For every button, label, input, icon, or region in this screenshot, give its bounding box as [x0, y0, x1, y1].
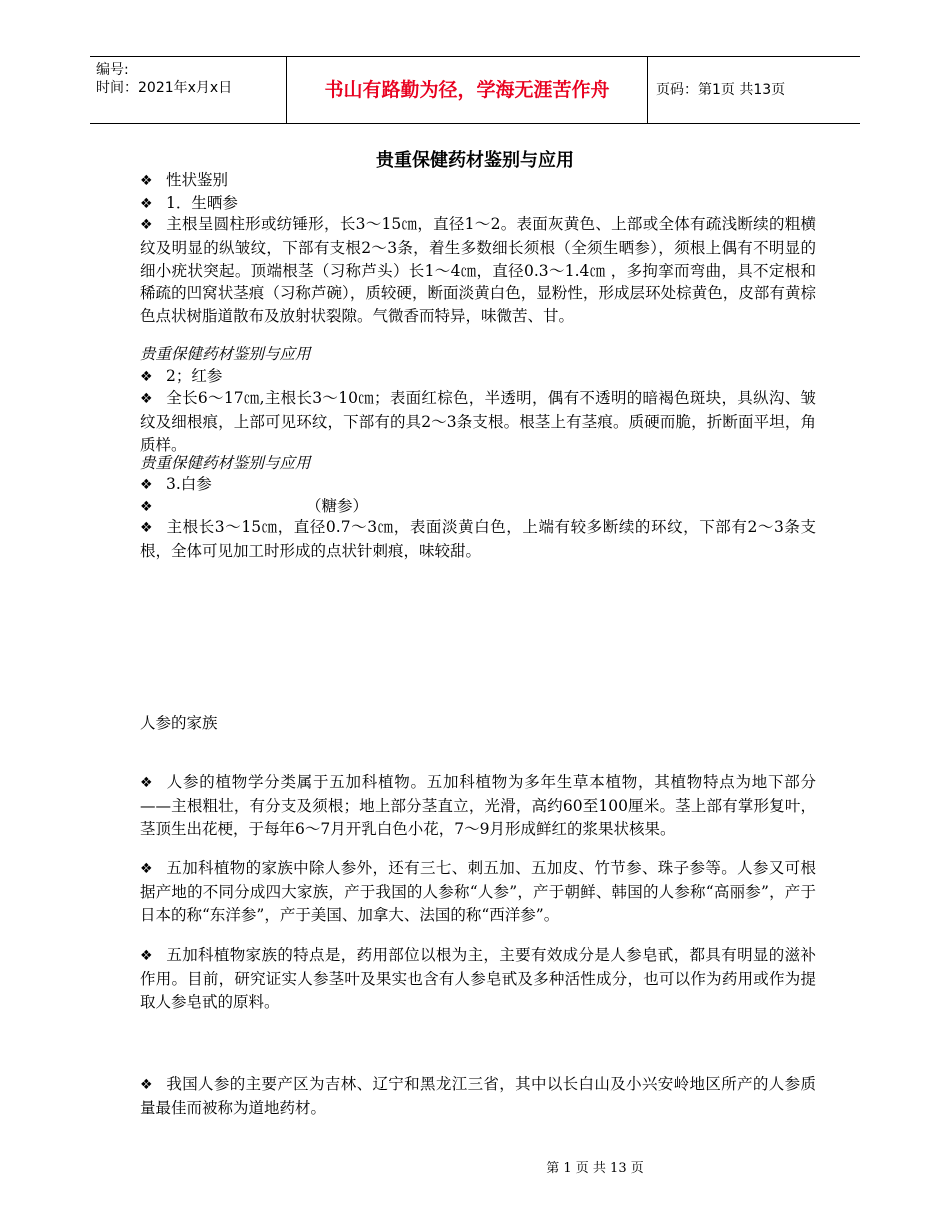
bullet-icon: ❖: [140, 775, 153, 791]
paragraph: ❖ 3.白参: [140, 473, 816, 497]
paragraph: ❖ 性状鉴别: [140, 169, 816, 193]
bullet-icon: ❖: [140, 499, 153, 515]
paragraph: ❖ 人参的植物学分类属于五加科植物。五加科植物为多年生草本植物，其植物特点为地下部分——主根粗壮，有分支及须根；地上部分茎直立，光滑，高约60至100厘米。茎上部有掌形复叶，茎顶生出花梗，于每年6～7月开乳白色小花，7～9月形成鲜红的浆果状核果。: [140, 773, 816, 838]
section-heading: 人参的家族: [140, 714, 218, 732]
bullet-icon: ❖: [140, 196, 153, 212]
bullet-icon: ❖: [140, 861, 153, 877]
page-footer: 第 1 页 共 13 页: [546, 1161, 644, 1176]
document-title: 贵重保健药材鉴别与应用: [376, 150, 574, 171]
paragraph: ❖ 五加科植物的家族中除人参外，还有三七、刺五加、五加皮、竹节参、珠子参等。人参又可根据产地的不同分成四大家族，产于我国的人参称“人参”，产于朝鲜、韩国的人参称“高丽参”，产于日本的称“东洋参”，产于美国、加拿大、法国的称“西洋参”。: [140, 859, 816, 924]
header-motto: 书山有路勤为径，学海无涯苦作舟: [286, 57, 648, 123]
paragraph: ❖ 1．生晒参: [140, 192, 816, 216]
paragraph: ❖ 主根长3～15㎝，直径0.7～3㎝，表面淡黄白色，上端有较多断续的环纹，下部有2～3条支根，全体可见加工时形成的点状针刺痕，味较甜。: [140, 518, 816, 560]
paragraph: ❖ 2；红参: [140, 365, 816, 389]
bullet-icon: ❖: [140, 173, 153, 189]
bullet-icon: ❖: [140, 217, 153, 233]
header-page-label: 页码：第1页 共13页: [656, 82, 786, 98]
bullet-icon: ❖: [140, 1077, 153, 1093]
bullet-icon: ❖: [140, 520, 153, 536]
bullet-icon: ❖: [140, 948, 153, 964]
paragraph: ❖ 我国人参的主要产区为吉林、辽宁和黑龙江三省，其中以长白山及小兴安岭地区所产的人参质量最佳而被称为道地药材。: [140, 1075, 816, 1117]
bullet-icon: ❖: [140, 369, 153, 385]
watermark-text: 贵重保健药材鉴别与应用: [140, 454, 311, 472]
paragraph: ❖ 主根呈圆柱形或纺锤形，长3～15㎝，直径1～2。表面灰黄色、上部或全体有疏浅断续的粗横纹及明显的纵皱纹，下部有支根2～3条，着生多数细长须根（全须生晒参），须根上偶有不明显的细小疣状突起。顶端根茎（习称芦头）长1～4㎝，直径0.3～1.4㎝ ，多拘挛而弯曲，具不定根和稀疏的凹窝状茎痕（习称芦碗），质较硬，断面淡黄白色，显粉性，形成层环处棕黄色，皮部有黄棕色点状树脂道散布及放射状裂隙。气微香而特异，味微苦、甘。: [140, 215, 816, 326]
paragraph: ❖ 全长6～17㎝,主根长3～10㎝；表面红棕色，半透明，偶有不透明的暗褐色斑块，具纵沟、皱纹及细根痕，上部可见环纹，下部有的具2～3条支根。根茎上有茎痕。质硬而脆，折断面平坦，角质样。: [140, 389, 816, 454]
paragraph: ❖ （糖参）: [140, 495, 816, 519]
number-label: 编号:: [96, 62, 129, 78]
watermark-text: 贵重保健药材鉴别与应用: [140, 345, 311, 363]
bullet-icon: ❖: [140, 477, 153, 493]
bullet-icon: ❖: [140, 391, 153, 407]
header-meta: [90, 57, 286, 123]
time-label: 时间：2021年x月x日: [96, 80, 233, 96]
paragraph: ❖ 五加科植物家族的特点是，药用部位以根为主，主要有效成分是人参皂甙，都具有明显的滋补作用。目前，研究证实人参茎叶及果实也含有人参皂甙及多种活性成分，也可以作为药用或作为提取人参皂甙的原料。: [140, 946, 816, 1011]
page-header: [90, 56, 860, 124]
